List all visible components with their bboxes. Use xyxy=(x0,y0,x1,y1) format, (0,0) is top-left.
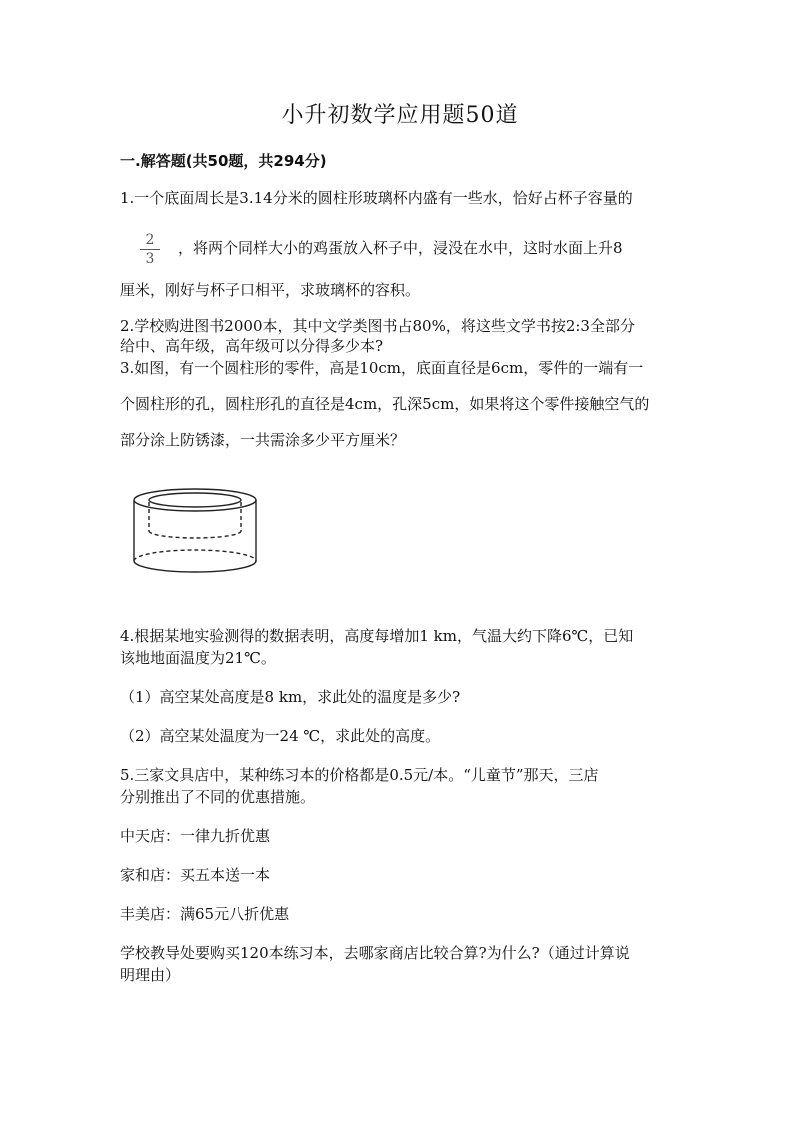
question-4-sub-2: （2）高空某处温度为一24 ℃，求此处的高度。 xyxy=(120,727,441,745)
hollow-cylinder-figure-icon xyxy=(125,484,265,584)
question-3-line-3: 部分涂上防锈漆，一共需涂多少平方厘米？ xyxy=(120,431,406,449)
question-1-line-3: 厘米，刚好与杯子口相平，求玻璃杯的容积。 xyxy=(120,281,421,299)
question-4-sub-1: （1）高空某处高度是8 km，求此处的温度是多少? xyxy=(120,688,461,706)
fraction-two-thirds xyxy=(140,232,160,267)
question-3-line-1: 3.如图，有一个圆柱形的零件，高是10cm，底面直径是6cm，零件的一端有一 xyxy=(120,359,644,377)
section-header: 一.解答题(共50题，共294分) xyxy=(120,152,327,170)
question-3-line-2: 个圆柱形的孔，圆柱形孔的直径是4cm，孔深5cm，如果将这个零件接触空气的 xyxy=(120,395,650,413)
store-jiahe: 家和店：买五本送一本 xyxy=(120,866,271,884)
store-zhongtian: 中天店：一律九折优惠 xyxy=(120,827,271,845)
outer-bottom-front xyxy=(134,561,256,572)
question-4-line-1: 4.根据某地实验测得的数据表明，高度每增加1 km，气温大约下降6℃，已知 xyxy=(120,627,634,645)
question-5-line-4: 明理由） xyxy=(120,966,181,984)
question-5-line-2: 分别推出了不同的优惠措施。 xyxy=(120,788,316,806)
fraction-numerator: 2 xyxy=(145,232,155,248)
question-1-line-2: ，将两个同样大小的鸡蛋放入杯子中，浸没在水中，这时水面上升8 xyxy=(178,239,623,257)
inner-bottom-front xyxy=(149,531,241,538)
question-2-line-2: 给中、高年级，高年级可以分得多少本? xyxy=(120,337,384,355)
question-5-line-1: 5.三家文具店中，某种练习本的价格都是0.5元/本。“儿童节”那天，三店 xyxy=(120,766,599,784)
question-1-line-1: 1.一个底面周长是3.14分米的圆柱形玻璃杯内盛有一些水，恰好占杯子容量的 xyxy=(120,189,633,207)
fraction-denominator: 3 xyxy=(145,251,155,267)
question-2-line-1: 2.学校购进图书2000本，其中文学类图书占80%，将这些文学书按2:3全部分 xyxy=(120,317,635,335)
inner-top-ellipse xyxy=(149,493,241,507)
outer-bottom-back xyxy=(134,550,256,561)
page-title: 小升初数学应用题50道 xyxy=(281,103,519,128)
question-5-line-3: 学校教导处要购买120本练习本，去哪家商店比较合算?为什么?（通过计算说 xyxy=(120,944,630,962)
question-4-line-2: 该地地面温度为21℃。 xyxy=(120,649,276,667)
outer-top-ellipse xyxy=(134,489,256,511)
fraction-bar xyxy=(140,249,160,250)
store-fengmei: 丰美店：满65元八折优惠 xyxy=(120,905,290,923)
